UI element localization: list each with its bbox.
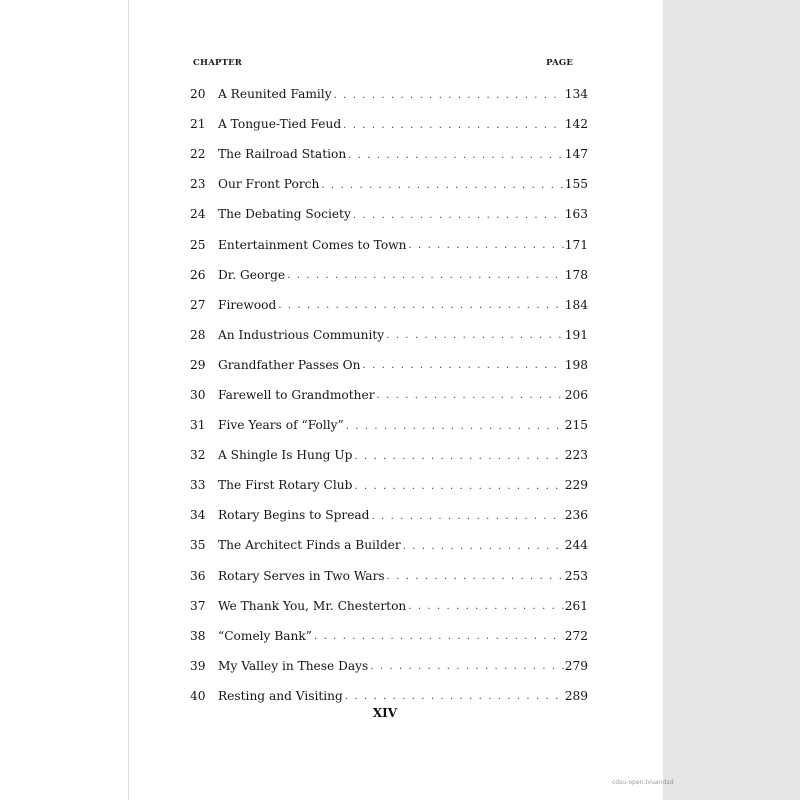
page-number: 191 (564, 327, 588, 342)
chapter-title: Rotary Begins to Spread (218, 508, 370, 523)
watermark: cdsu-open.tvuandad (612, 779, 674, 786)
dot-leader (346, 421, 564, 432)
page-number: 134 (564, 87, 588, 102)
page-number: 178 (564, 267, 588, 282)
page-number: 147 (564, 147, 588, 162)
chapter-title: The First Rotary Club (218, 478, 353, 493)
dot-leader (321, 180, 563, 191)
chapter-number: 28 (190, 327, 206, 342)
dot-leader (403, 541, 564, 552)
dot-leader (345, 691, 564, 702)
chapter-title: Our Front Porch (218, 177, 320, 192)
dot-leader (363, 360, 564, 371)
toc-entry (190, 440, 588, 470)
chapter-number: 26 (190, 267, 206, 282)
toc-entry (190, 229, 588, 259)
toc-entry (190, 169, 588, 199)
chapter-number: 33 (190, 478, 206, 493)
chapter-number: 20 (190, 87, 206, 102)
page-folio: XIV (372, 706, 398, 720)
chapter-number: 35 (190, 538, 206, 553)
chapter-title: A Tongue-Tied Feud (218, 117, 342, 132)
toc-entry (190, 199, 588, 229)
toc-entry (190, 350, 588, 380)
dot-leader (278, 300, 563, 311)
chapter-title: “Comely Bank” (218, 628, 313, 643)
page-number: 198 (564, 357, 588, 372)
toc-entry (190, 260, 588, 290)
page-number: 142 (564, 117, 588, 132)
chapter-title: Grandfather Passes On (218, 357, 361, 372)
chapter-title: Resting and Visiting (218, 688, 343, 703)
chapter-title: A Reunited Family (218, 87, 332, 102)
chapter-title: Five Years of “Folly” (218, 418, 344, 433)
page-number: 163 (564, 207, 588, 222)
toc-entry (190, 621, 588, 651)
page-number: 223 (564, 448, 588, 463)
dot-leader (348, 150, 564, 161)
dot-leader (386, 330, 564, 341)
dot-leader (408, 601, 563, 612)
toc-entry (190, 139, 588, 169)
chapter-number: 37 (190, 598, 206, 613)
chapter-number: 31 (190, 418, 206, 433)
page-number: 229 (564, 478, 588, 493)
dot-leader (343, 120, 564, 131)
page-number: 236 (564, 508, 588, 523)
page-number: 155 (564, 177, 588, 192)
dot-leader (408, 240, 563, 251)
chapter-title: A Shingle Is Hung Up (218, 448, 353, 463)
chapter-title: Dr. George (218, 267, 286, 282)
table-of-contents (190, 79, 588, 711)
chapter-number: 27 (190, 297, 206, 312)
chapter-number: 32 (190, 448, 206, 463)
toc-entry (190, 591, 588, 621)
page-number: 289 (564, 688, 588, 703)
toc-entry (190, 109, 588, 139)
toc-header (193, 58, 573, 72)
chapter-number: 24 (190, 207, 206, 222)
dot-leader (354, 481, 563, 492)
chapter-title: We Thank You, Mr. Chesterton (218, 598, 407, 613)
page-number: 261 (564, 598, 588, 613)
dot-leader (314, 631, 564, 642)
dot-leader (370, 661, 563, 672)
chapter-title: My Valley in These Days (218, 658, 369, 673)
chapter-title: An Industrious Community (218, 327, 385, 342)
chapter-number: 36 (190, 568, 206, 583)
toc-entry (190, 290, 588, 320)
chapter-number: 23 (190, 177, 206, 192)
page-edge (128, 0, 129, 800)
page-number: 215 (564, 418, 588, 433)
dot-leader (371, 511, 563, 522)
toc-entry (190, 470, 588, 500)
chapter-title: The Railroad Station (218, 147, 347, 162)
dot-leader (353, 210, 564, 221)
chapter-number: 40 (190, 688, 206, 703)
page-number: 272 (564, 628, 588, 643)
chapter-number: 29 (190, 357, 206, 372)
chapter-title: The Architect Finds a Builder (218, 538, 401, 553)
toc-entry (190, 561, 588, 591)
chapter-title: Entertainment Comes to Town (218, 237, 407, 252)
dot-leader (287, 270, 564, 281)
toc-entry (190, 410, 588, 440)
dot-leader (354, 451, 563, 462)
toc-entry (190, 500, 588, 530)
chapter-number: 25 (190, 237, 206, 252)
page-number: 171 (564, 237, 588, 252)
page-number: 184 (564, 297, 588, 312)
toc-entry (190, 380, 588, 410)
chapter-number: 34 (190, 508, 206, 523)
chapter-title: Rotary Serves in Two Wars (218, 568, 385, 583)
chapter-title: The Debating Society (218, 207, 351, 222)
page-number: 206 (564, 387, 588, 402)
page-number: 253 (564, 568, 588, 583)
page-number: 244 (564, 538, 588, 553)
chapter-number: 38 (190, 628, 206, 643)
page-column-label: PAGE (546, 58, 573, 68)
chapter-number: 30 (190, 387, 206, 402)
toc-entry (190, 651, 588, 681)
chapter-title: Farewell to Grandmother (218, 387, 375, 402)
scanner-margin (663, 0, 800, 800)
page-number: 279 (564, 658, 588, 673)
chapter-number: 22 (190, 147, 206, 162)
chapter-column-label: CHAPTER (193, 58, 243, 68)
toc-entry (190, 320, 588, 350)
chapter-number: 21 (190, 117, 206, 132)
dot-leader (334, 90, 564, 101)
dot-leader (377, 390, 564, 401)
toc-entry (190, 530, 588, 560)
dot-leader (387, 571, 564, 582)
chapter-title: Firewood (218, 297, 277, 312)
toc-entry (190, 79, 588, 109)
chapter-number: 39 (190, 658, 206, 673)
